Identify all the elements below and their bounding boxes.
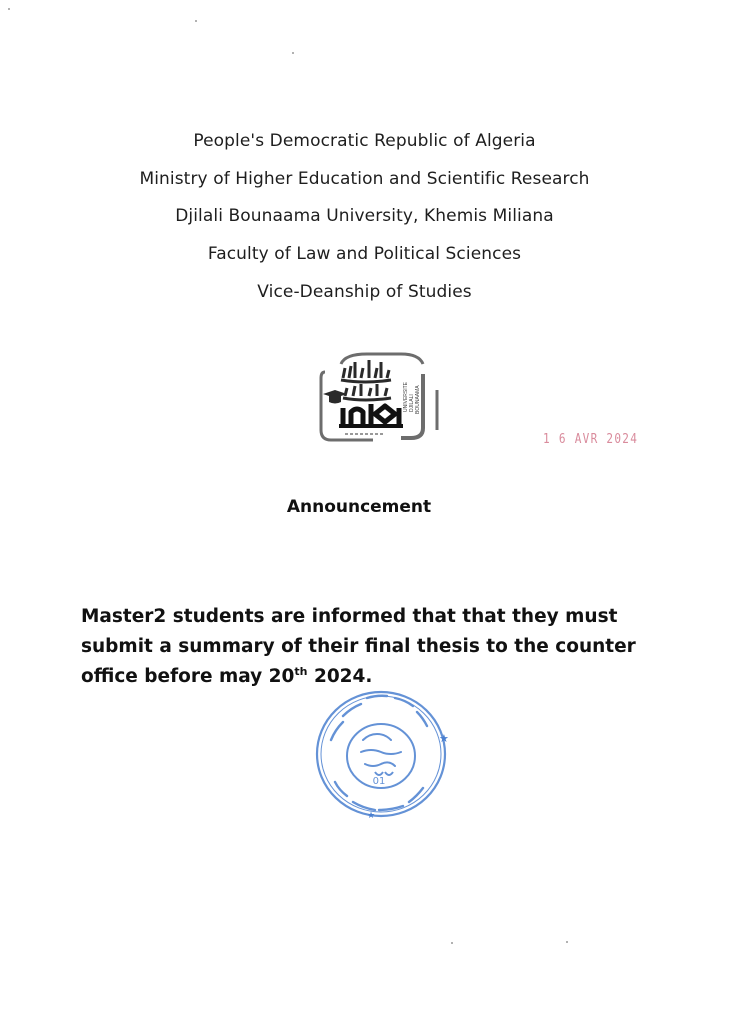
header-faculty: Faculty of Law and Political Sciences bbox=[207, 244, 522, 264]
svg-text:01: 01 bbox=[372, 776, 386, 787]
official-seal-icon bbox=[309, 682, 457, 822]
svg-text:UNIVERSITE: UNIVERSITE bbox=[403, 381, 409, 412]
scan-speck bbox=[566, 941, 568, 943]
svg-text:★: ★ bbox=[439, 732, 449, 745]
scan-speck bbox=[292, 52, 294, 54]
header-department: Vice-Deanship of Studies bbox=[257, 282, 472, 302]
scan-speck bbox=[195, 20, 197, 22]
date-ordinal-suffix: th bbox=[294, 665, 308, 678]
svg-text:DJILALI: DJILALI bbox=[409, 394, 415, 412]
university-logo-icon bbox=[315, 350, 439, 446]
svg-text:★: ★ bbox=[367, 811, 376, 821]
svg-text:BOUNAAMA: BOUNAAMA bbox=[415, 385, 421, 414]
date-stamp: 1 6 AVR 2024 bbox=[543, 432, 639, 447]
scan-speck bbox=[8, 8, 10, 10]
announcement-title: Announcement bbox=[286, 497, 432, 517]
announcement-body-main: Master2 students are informed that that they must submit a summary of their final thesis to the counter office before may 20 bbox=[81, 606, 636, 687]
header-ministry: Ministry of Higher Education and Scientific Research bbox=[139, 169, 590, 189]
announcement-body-end: 2024. bbox=[307, 666, 373, 687]
header-country: People's Democratic Republic of Algeria bbox=[193, 131, 536, 151]
announcement-body bbox=[81, 602, 661, 692]
scan-speck bbox=[451, 942, 453, 944]
header-university: Djilali Bounaama University, Khemis Miliana bbox=[175, 206, 554, 226]
